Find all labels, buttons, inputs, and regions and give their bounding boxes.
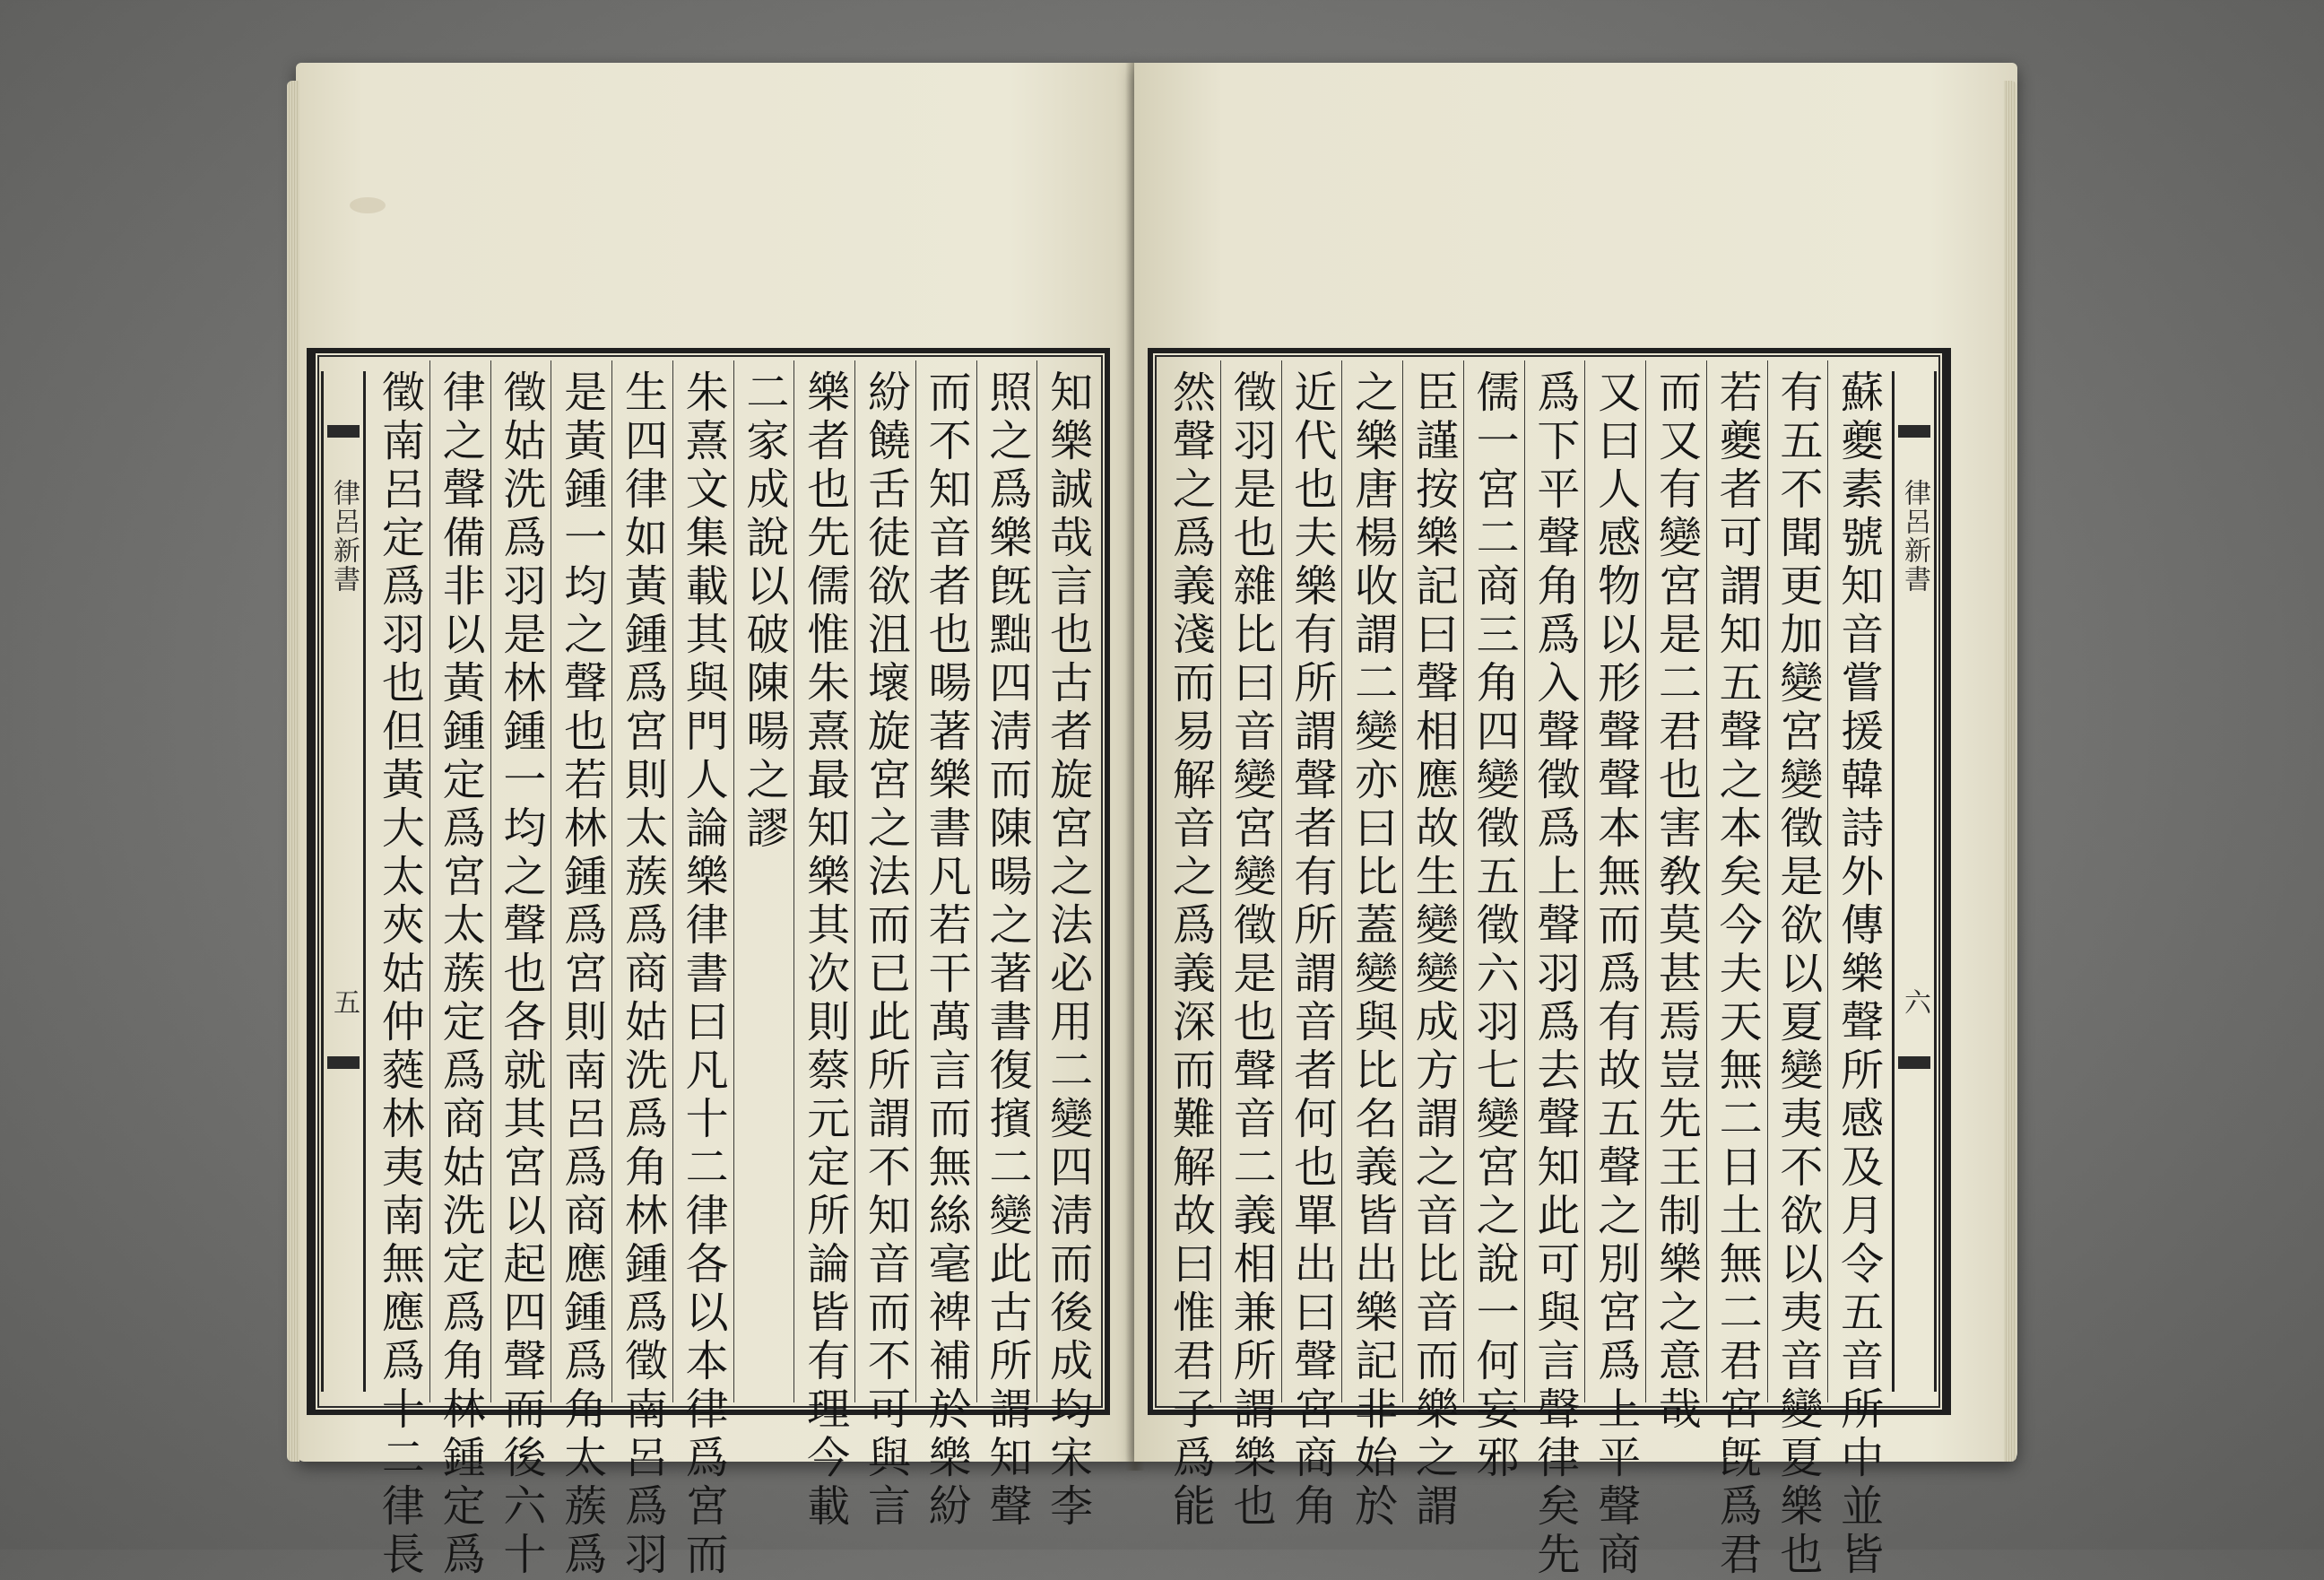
text-column bbox=[1645, 360, 1706, 1435]
column-text: 儒一宮二商三角四變徵五徵六羽七變宮之說一何妄邪 bbox=[1469, 369, 1520, 1483]
column-text: 律之聲備非以黃鍾定爲宮太蔟定爲商姑洗定爲角林鍾定爲 bbox=[435, 369, 486, 1580]
text-column bbox=[1160, 360, 1220, 1532]
margin-page-number: 五 bbox=[328, 988, 360, 1015]
right-page bbox=[1134, 63, 2017, 1580]
text-column bbox=[854, 360, 915, 1532]
text-column bbox=[490, 360, 551, 1580]
fish-tail-mark bbox=[1898, 425, 1930, 438]
left-page-edge bbox=[287, 81, 299, 1462]
text-column bbox=[1584, 360, 1645, 1580]
text-column bbox=[369, 360, 429, 1580]
column-text: 徵姑洗爲羽是林鍾一均之聲也各就其宮以起四聲而後六十 bbox=[495, 369, 546, 1580]
fish-tail-mark bbox=[1898, 1056, 1930, 1069]
text-column bbox=[793, 360, 854, 1532]
text-column bbox=[611, 360, 672, 1580]
margin-title: 律呂新書 bbox=[328, 479, 360, 594]
fish-tail-mark bbox=[327, 1056, 360, 1069]
open-book bbox=[296, 63, 2017, 1580]
column-text: 有五不聞更加變宮變徵是欲以夏變夷不欲以夷音變夏樂也 bbox=[1772, 369, 1823, 1580]
left-text-columns bbox=[369, 360, 1097, 1580]
column-text: 臣謹按樂記曰聲相應故生變變成方謂之音比音而樂之謂 bbox=[1408, 369, 1459, 1532]
right-margin-strip bbox=[1892, 371, 1937, 1392]
text-column bbox=[1827, 360, 1888, 1580]
column-text: 知樂誠哉言也古者旋宮之法必用二變四淸而後成均宋李 bbox=[1042, 369, 1093, 1532]
column-text: 樂者也先儒惟朱熹最知樂其次則蔡元定所論皆有理今載 bbox=[799, 369, 850, 1532]
column-text: 徵南呂定爲羽也但黃大太夾姑仲蕤林夷南無應爲十二律長 bbox=[374, 369, 425, 1580]
text-column bbox=[1341, 360, 1402, 1532]
right-text-frame bbox=[1148, 348, 1951, 1580]
column-text: 蘇夔素號知音嘗援韓詩外傳樂聲所感及月令五音所中並皆 bbox=[1833, 369, 1884, 1580]
text-column bbox=[1524, 360, 1585, 1580]
margin-page-number: 六 bbox=[1899, 988, 1930, 1015]
text-column bbox=[733, 360, 794, 1402]
left-text-frame bbox=[307, 348, 1110, 1580]
text-column bbox=[1036, 360, 1097, 1532]
text-column bbox=[1463, 360, 1524, 1483]
text-column bbox=[1402, 360, 1463, 1532]
text-column bbox=[429, 360, 490, 1580]
text-column bbox=[1706, 360, 1767, 1580]
right-page-edge bbox=[2004, 81, 2016, 1462]
column-text: 紛饒舌徒欲沮壞旋宮之法而已此所謂不知音而不可與言 bbox=[860, 369, 911, 1532]
text-column bbox=[915, 360, 976, 1532]
margin-title: 律呂新書 bbox=[1899, 479, 1930, 594]
column-text: 二家成說以破陳暘之謬 bbox=[738, 369, 789, 854]
text-column bbox=[551, 360, 611, 1580]
column-text: 而又有變宮是二君也害敎莫甚焉豈先王制樂之意哉 bbox=[1651, 369, 1702, 1435]
text-column bbox=[672, 360, 733, 1580]
column-text: 若夔者可謂知五聲之本矣今夫天無二日土無二君宮旣爲君 bbox=[1712, 369, 1763, 1580]
text-column bbox=[976, 360, 1037, 1532]
paper-stain bbox=[350, 197, 386, 213]
column-text: 然聲之爲義淺而易解音之爲義深而難解故曰惟君子爲能 bbox=[1165, 369, 1216, 1532]
column-text: 徵羽是也雜比曰音變宮變徵是也聲音二義相兼所謂樂也 bbox=[1226, 369, 1277, 1532]
fish-tail-mark bbox=[327, 425, 360, 438]
column-text: 爲下平聲角爲入聲徵爲上聲羽爲去聲知此可與言聲律矣先 bbox=[1529, 369, 1580, 1580]
left-margin-strip bbox=[321, 371, 366, 1392]
column-text: 生四律如黃鍾爲宮則太蔟爲商姑洗爲角林鍾爲徵南呂爲羽 bbox=[617, 369, 668, 1580]
left-page bbox=[296, 63, 1134, 1580]
column-text: 之樂唐楊收謂二變亦曰比蓋變與比名義皆出樂記非始於 bbox=[1347, 369, 1398, 1532]
column-text: 照之爲樂旣黜四淸而陳暘之著書復擯二變此古所謂知聲 bbox=[981, 369, 1032, 1532]
text-column bbox=[1281, 360, 1342, 1532]
right-text-columns bbox=[1160, 360, 1888, 1580]
column-text: 是黃鍾一均之聲也若林鍾爲宮則南呂爲商應鍾爲角太蔟爲 bbox=[556, 369, 607, 1580]
column-text: 近代也夫樂有所謂聲者有所謂音者何也單出曰聲宮商角 bbox=[1286, 369, 1337, 1532]
text-column bbox=[1767, 360, 1828, 1580]
text-column bbox=[1220, 360, 1281, 1532]
column-text: 又曰人感物以形聲聲本無而爲有故五聲之別宮爲上平聲商 bbox=[1590, 369, 1641, 1580]
column-text: 朱熹文集載其與門人論樂律書曰凡十二律各以本律爲宮而 bbox=[678, 369, 729, 1580]
column-text: 而不知音者也暘著樂書凡若干萬言而無絲毫裨補於樂紛 bbox=[921, 369, 972, 1532]
